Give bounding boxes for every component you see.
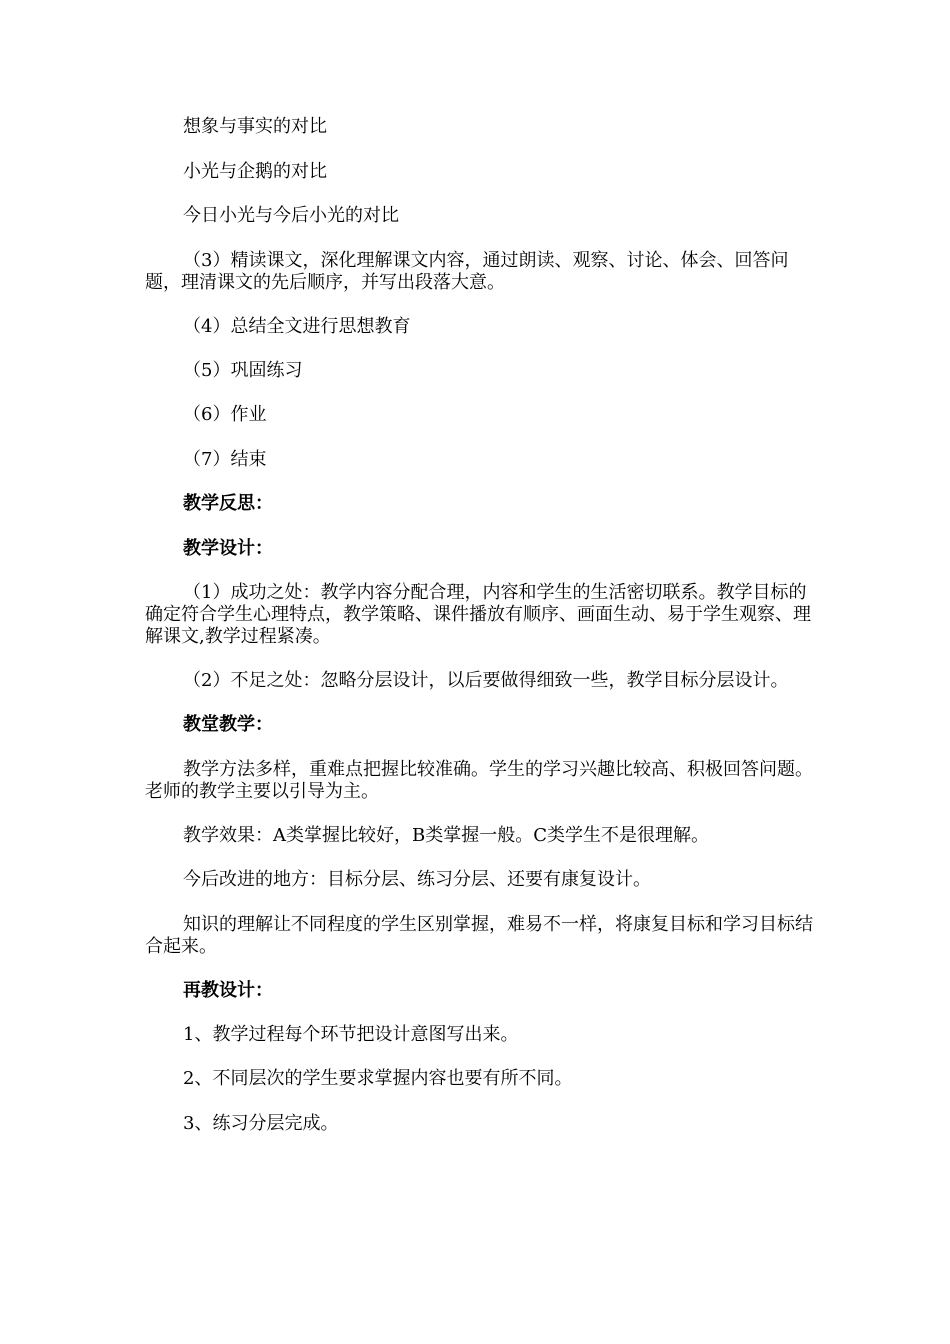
paragraph-success: （1）成功之处：教学内容分配合理，内容和学生的生活密切联系。教学目标的确定符合学生心理特点，教学策略、课件播放有顺序、画面生动、易于学生观察、理解课文,教学过程紧凑。 <box>145 582 811 647</box>
paragraph-step-6: （6）作业 <box>183 404 267 425</box>
paragraph-teaching-effect: 教学效果：A类掌握比较好，B类掌握一般。C类学生不是很理解。 <box>183 825 709 846</box>
paragraph-step-5: （5）巩固练习 <box>183 360 303 381</box>
paragraph-contrast-penguin: 小光与企鹅的对比 <box>183 161 327 182</box>
heading-teaching-design: 教学设计： <box>183 538 273 559</box>
heading-redesign: 再教设计： <box>183 980 273 1001</box>
paragraph-knowledge: 知识的理解让不同程度的学生区别掌握，难易不一样，将康复目标和学习目标结合起来。 <box>145 914 813 957</box>
paragraph-redesign-2: 2、不同层次的学生要求掌握内容也要有所不同。 <box>183 1068 573 1089</box>
paragraph-contrast-today-future: 今日小光与今后小光的对比 <box>183 205 399 226</box>
paragraph-step-3: （3）精读课文，深化理解课文内容，通过朗读、观察、讨论、体会、回答问题，理清课文的先后顺序，并写出段落大意。 <box>145 250 789 293</box>
paragraph-contrast-imagination: 想象与事实的对比 <box>183 116 327 137</box>
paragraph-redesign-1: 1、教学过程每个环节把设计意图写出来。 <box>183 1024 519 1045</box>
heading-classroom-teaching: 教堂教学： <box>183 714 273 735</box>
paragraph-step-4: （4）总结全文进行思想教育 <box>183 316 411 337</box>
paragraph-improvements: 今后改进的地方：目标分层、练习分层、还要有康复设计。 <box>183 869 651 890</box>
paragraph-step-7: （7）结束 <box>183 449 267 470</box>
paragraph-shortcoming: （2）不足之处：忽略分层设计，以后要做得细致一些，教学目标分层设计。 <box>183 670 789 691</box>
heading-teaching-reflection: 教学反思： <box>183 493 273 514</box>
paragraph-redesign-3: 3、练习分层完成。 <box>183 1113 339 1134</box>
paragraph-teaching-methods: 教学方法多样，重难点把握比较准确。学生的学习兴趣比较高、积极回答问题。老师的教学主要以引导为主。 <box>145 759 813 802</box>
